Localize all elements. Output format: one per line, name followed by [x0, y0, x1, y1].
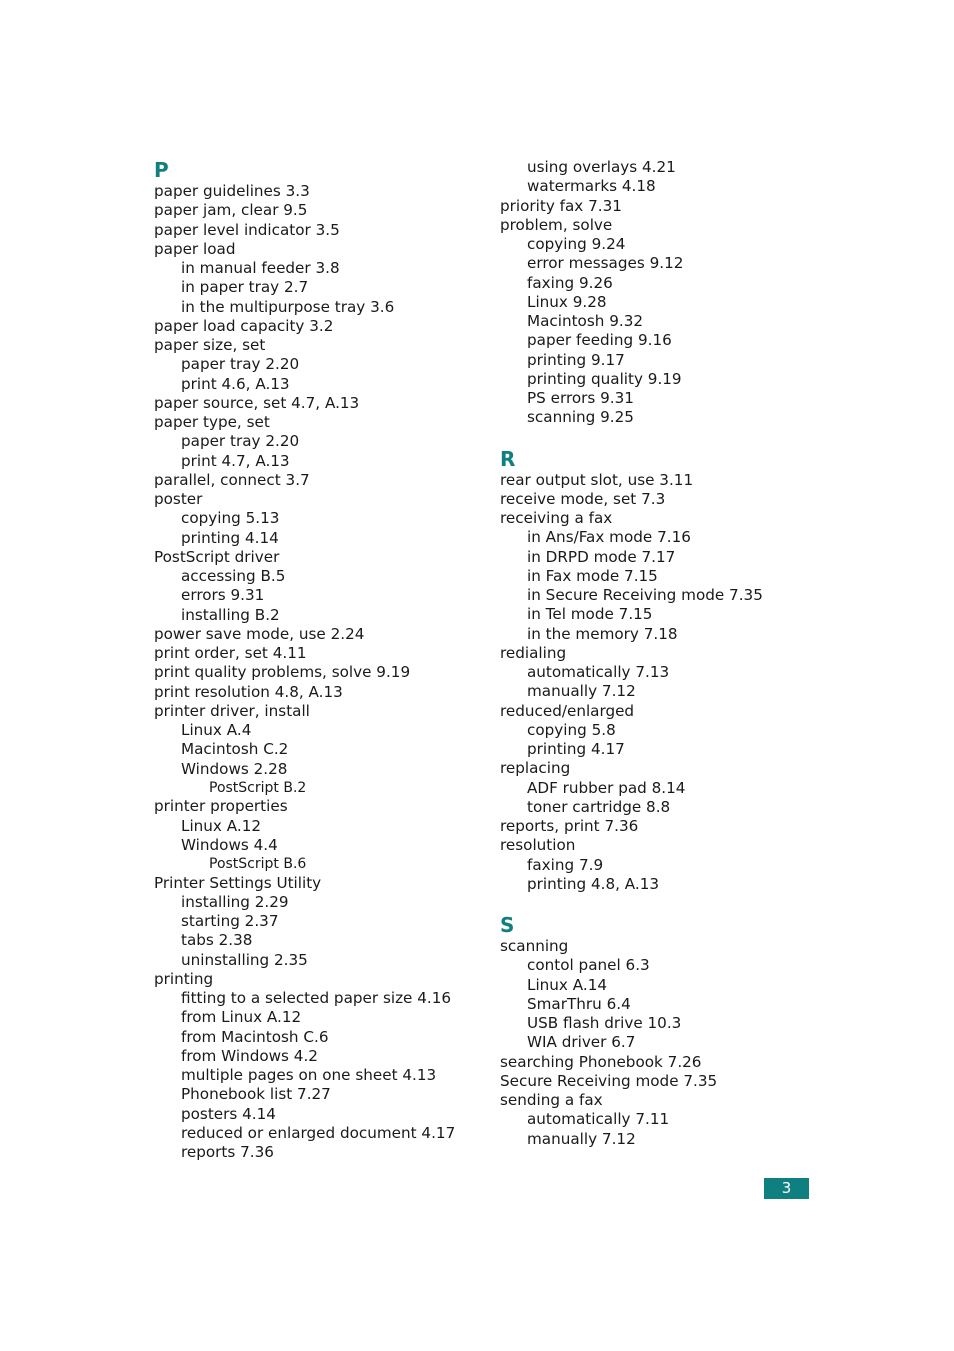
index-subentry: in the memory 7.18	[527, 624, 678, 643]
index-subentry: in Ans/Fax mode 7.16	[527, 528, 691, 547]
index-subentry: printing quality 9.19	[527, 369, 682, 388]
index-entry: reports, print 7.36	[500, 817, 639, 835]
page-number-badge: 3	[764, 1178, 809, 1199]
index-subentry: PS errors 9.31	[527, 389, 634, 407]
index-entry: print quality problems, solve 9.19	[154, 663, 411, 682]
index-subentry: errors 9.31	[181, 586, 265, 605]
index-entry: Printer Settings Utility	[154, 873, 322, 892]
index-entry: paper level indicator 3.5	[154, 220, 340, 239]
index-subentry: uninstalling 2.35	[181, 950, 308, 969]
index-subentry: PostScript B.2	[209, 779, 307, 796]
index-subentry: from Linux A.12	[181, 1008, 302, 1027]
index-subentry: Linux A.4	[181, 721, 252, 739]
index-entry: PostScript driver	[154, 547, 280, 566]
index-entry: searching Phonebook 7.26	[500, 1052, 702, 1071]
index-subentry: Linux A.14	[527, 975, 608, 994]
index-subentry: paper feeding 9.16	[527, 331, 672, 350]
index-subentry: print 4.6, A.13	[181, 374, 290, 393]
index-subentry: ADF rubber pad 8.14	[527, 778, 686, 797]
index-subentry: starting 2.37	[181, 912, 279, 930]
index-subentry: Windows 2.28	[181, 759, 288, 778]
index-entry: printing	[154, 969, 214, 988]
index-entry: printer properties	[154, 797, 288, 816]
index-subentry: Windows 4.4	[181, 835, 278, 854]
index-entry: paper load capacity 3.2	[154, 316, 334, 335]
index-subentry: WIA driver 6.7	[527, 1033, 636, 1052]
index-subentry: from Macintosh C.6	[181, 1027, 329, 1046]
index-entry: rear output slot, use 3.11	[500, 470, 694, 489]
index-entry: power save mode, use 2.24	[154, 624, 365, 643]
index-entry: scanning	[500, 937, 569, 955]
index-entry: reduced/enlarged	[500, 701, 635, 720]
index-entry: Secure Receiving mode 7.35	[500, 1071, 718, 1090]
index-entry: print resolution 4.8, A.13	[154, 682, 343, 701]
index-subentry: faxing 9.26	[527, 273, 613, 292]
index-entry: paper type, set	[154, 413, 270, 431]
index-subentry: Macintosh C.2	[181, 740, 289, 759]
index-subentry: automatically 7.13	[527, 663, 670, 681]
index-subentry: in Secure Receiving mode 7.35	[527, 586, 763, 604]
index-subentry: in DRPD mode 7.17	[527, 547, 676, 566]
index-subentry: error messages 9.12	[527, 254, 684, 273]
index-subentry: printing 4.17	[527, 740, 625, 758]
index-entry: resolution	[500, 836, 576, 855]
index-subentry: accessing B.5	[181, 567, 286, 585]
index-subentry: printing 4.8, A.13	[527, 874, 660, 893]
index-subentry: scanning 9.25	[527, 408, 634, 427]
index-entry: problem, solve	[500, 215, 613, 234]
index-subentry: Phonebook list 7.27	[181, 1085, 331, 1104]
index-entry: paper guidelines 3.3	[154, 182, 310, 200]
index-entry: paper source, set 4.7, A.13	[154, 393, 360, 412]
index-subentry: using overlays 4.21	[527, 158, 676, 176]
index-subentry: Macintosh 9.32	[527, 312, 644, 330]
index-entry: replacing	[500, 759, 571, 778]
index-subentry: manually 7.12	[527, 1129, 636, 1148]
index-entry: paper jam, clear 9.5	[154, 201, 308, 220]
index-entry: priority fax 7.31	[500, 196, 622, 215]
index-subentry: copying 5.8	[527, 720, 616, 739]
index-entry: poster	[154, 490, 203, 508]
index-entry: printer driver, install	[154, 701, 310, 720]
index-entry: redialing	[500, 643, 567, 662]
index-column-right	[500, 158, 820, 1149]
index-subentry: printing 4.14	[181, 528, 279, 547]
index-subentry: SmarThru 6.4	[527, 994, 631, 1013]
index-subentry: installing B.2	[181, 605, 280, 624]
index-subentry: automatically 7.11	[527, 1110, 670, 1129]
section-letter-s: S	[500, 913, 515, 937]
index-subentry: contol panel 6.3	[527, 956, 650, 975]
section-letter-r: R	[500, 446, 516, 471]
index-subentry: reports 7.36	[181, 1143, 274, 1161]
index-subentry: multiple pages on one sheet 4.13	[181, 1066, 437, 1084]
index-subentry: installing 2.29	[181, 892, 289, 911]
index-subentry: USB flash drive 10.3	[527, 1014, 682, 1032]
index-entry: print order, set 4.11	[154, 644, 307, 662]
section-letter-p: P	[154, 158, 169, 182]
index-entry: receiving a fax	[500, 509, 613, 527]
index-subentry: printing 9.17	[527, 350, 625, 369]
index-subentry: posters 4.14	[181, 1104, 276, 1123]
index-subentry: Linux 9.28	[527, 292, 607, 311]
index-subentry: tabs 2.38	[181, 931, 253, 950]
index-subentry: faxing 7.9	[527, 855, 604, 874]
index-subentry: print 4.7, A.13	[181, 451, 290, 470]
index-subentry: fitting to a selected paper size 4.16	[181, 989, 452, 1007]
index-subentry: copying 5.13	[181, 509, 280, 528]
index-subentry: manually 7.12	[527, 682, 636, 701]
index-subentry: Linux A.12	[181, 816, 262, 835]
index-subentry: copying 9.24	[527, 235, 626, 253]
index-subentry: from Windows 4.2	[181, 1046, 318, 1065]
index-subentry: watermarks 4.18	[527, 177, 656, 196]
index-entry: sending a fax	[500, 1091, 603, 1109]
index-subentry: reduced or enlarged document 4.17	[181, 1123, 456, 1142]
index-entry: paper load	[154, 239, 236, 258]
index-entry: receive mode, set 7.3	[500, 489, 666, 508]
index-subentry: in the multipurpose tray 3.6	[181, 297, 395, 316]
index-entry: parallel, connect 3.7	[154, 470, 310, 489]
index-subentry: in Tel mode 7.15	[527, 605, 653, 624]
index-subentry: PostScript B.6	[209, 856, 307, 872]
index-subentry: toner cartridge 8.8	[527, 797, 671, 816]
index-column-left	[154, 158, 484, 1162]
index-subentry: paper tray 2.20	[181, 355, 300, 374]
index-subentry: paper tray 2.20	[181, 432, 300, 451]
index-subentry: in paper tray 2.7	[181, 278, 309, 297]
index-subentry: in manual feeder 3.8	[181, 259, 340, 277]
index-subentry: in Fax mode 7.15	[527, 566, 658, 585]
index-entry: paper size, set	[154, 336, 266, 354]
